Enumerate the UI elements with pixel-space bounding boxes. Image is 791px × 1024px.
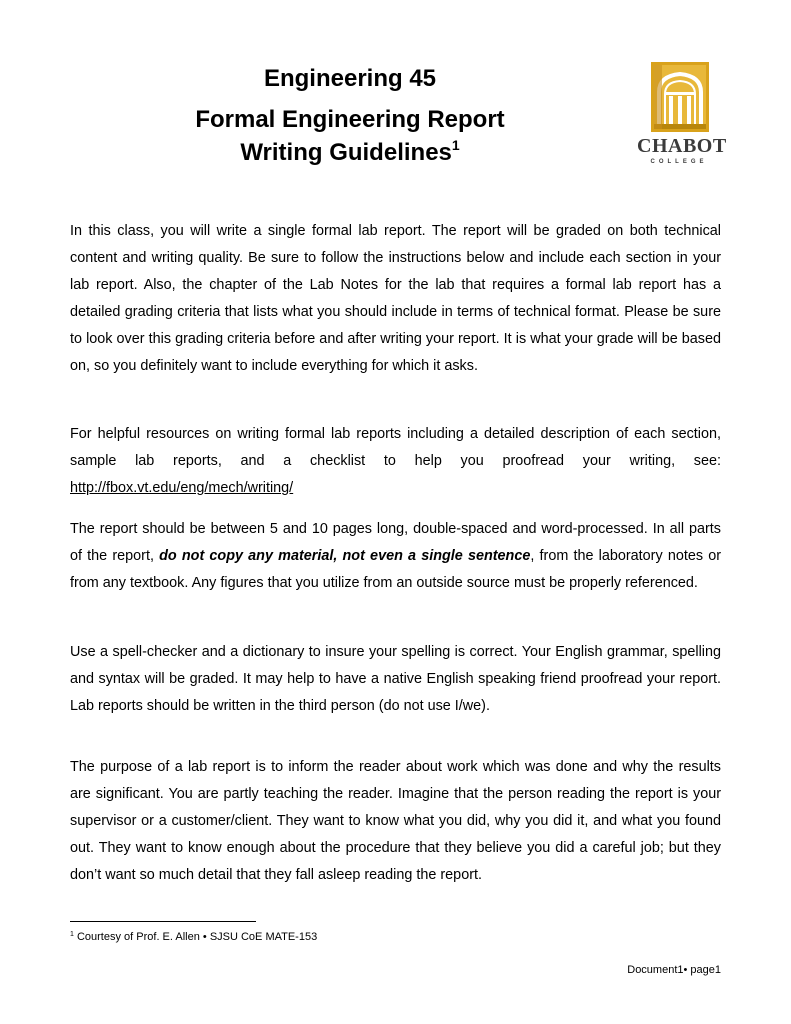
title-report: Formal Engineering Report [195, 106, 505, 133]
title-footnote-mark: 1 [451, 137, 460, 153]
no-copy-warning: do not copy any material, not even a single sentence [159, 548, 531, 564]
page-footer: Document1• page1 [627, 964, 721, 976]
length-text-after: , from the laboratory notes or from any textbook. Any figures that you utilize from an outside source must be properly referenced. [70, 548, 721, 591]
title-guidelines-text: Writing Guidelines [240, 139, 452, 166]
paragraph-resources-text [70, 421, 721, 502]
resources-link[interactable]: http://fbox.vt.edu/eng/mech/writing/ [70, 480, 294, 496]
title-course: Engineering 45 [263, 65, 437, 92]
logo-wordmark: CHABOT [637, 135, 727, 157]
paragraph-resources [70, 421, 721, 502]
resources-text: For helpful resources on writing formal lab reports including a detailed description of each section, sample lab reports, and a checklist to help you proofread your writing, see: [70, 426, 721, 469]
paragraph-spelling [70, 639, 721, 720]
paragraph-purpose [70, 754, 721, 889]
document-title [120, 62, 580, 169]
paragraph-length-text [70, 516, 721, 597]
chabot-college-logo [637, 62, 727, 172]
title-guidelines [120, 136, 580, 169]
chabot-building-icon [651, 62, 709, 132]
length-text-before: The report should be between 5 and 10 pages long, double-spaced and word-processed. In all parts of the report, [70, 521, 721, 564]
paragraph-purpose-text: The purpose of a lab report is to inform the reader about work which was done and why the results are significant. You are partly teaching the reader. Imagine that the person reading the report is your supervisor or a customer/client. They want to know what you did, why you did it, and what you found out. They want to know enough about the procedure that they believe you did a careful job; but they don’t want so much detail that they fall asleep reading the report. [70, 759, 721, 883]
footnote-divider [70, 921, 256, 922]
paragraph-length [70, 516, 721, 597]
footnote [70, 930, 317, 944]
paragraph-intro [70, 218, 721, 380]
paragraph-spelling-text: Use a spell-checker and a dictionary to insure your spelling is correct. Your English grammar, spelling and syntax will be graded. It may help to have a native English speaking friend proofread your report. Lab reports should be written in the third person (do not use I/we). [70, 644, 721, 714]
paragraph-intro-text: In this class, you will write a single formal lab report. The report will be graded on both technical content and writing quality. Be sure to follow the instructions below and include each section in your lab report. Also, the chapter of the Lab Notes for the lab that requires a formal lab report has a detailed grading criteria that lists what you should include in terms of technical format. Please be sure to look over this grading criteria before and after writing your report. It is what your grade will be based on, so you definitely want to include everything for which it asks. [70, 223, 721, 374]
logo-subtitle: COLLEGE [650, 159, 708, 165]
footnote-text: Courtesy of Prof. E. Allen • SJSU CoE MATE-153 [73, 931, 318, 943]
footnote-mark: 1 [70, 931, 74, 938]
